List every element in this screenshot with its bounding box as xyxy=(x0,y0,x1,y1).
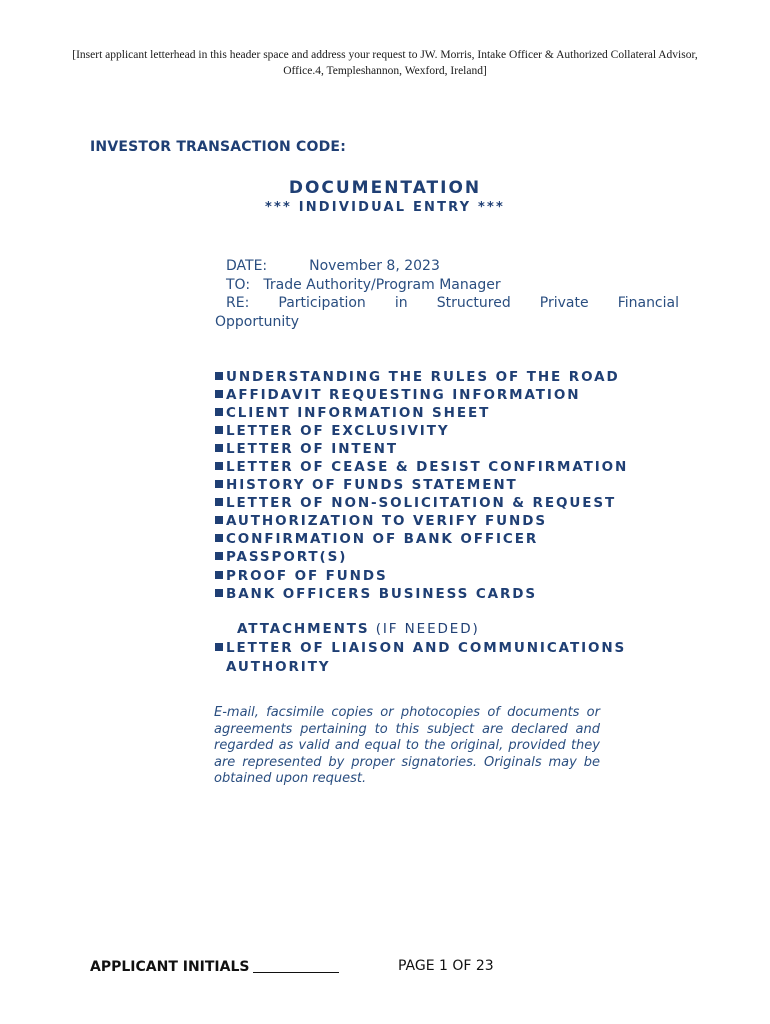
attachment-item-label: LETTER OF LIAISON AND COMMUNICATIONS xyxy=(226,640,627,656)
memo-to-value: Trade Authority/Program Manager xyxy=(263,276,501,293)
required-documents-list xyxy=(215,368,685,603)
list-item xyxy=(215,476,685,494)
memo-re-continuation: Opportunity xyxy=(215,313,300,330)
letterhead-instruction: [Insert applicant letterhead in this header space and address your request to JW. Morris, Intake Officer & Authorized Collateral Advisor, Office.4, Templeshannon, Wexford, Ireland] xyxy=(72,49,698,77)
square-bullet-icon xyxy=(215,589,223,597)
attachments-heading xyxy=(237,620,677,638)
memo-to-row xyxy=(215,276,679,295)
list-item-label: PROOF OF FUNDS xyxy=(226,567,388,584)
attachments-label: ATTACHMENTS xyxy=(237,621,370,637)
transaction-code-label: INVESTOR TRANSACTION CODE: xyxy=(90,139,346,155)
memo-re-word: Financial xyxy=(617,295,679,311)
list-item xyxy=(215,494,685,512)
memo-date-label: DATE: xyxy=(226,258,268,274)
list-item xyxy=(215,585,685,603)
copies-validity-notice: E-mail, facsimile copies or photocopies of documents or agreements pertaining to this subject are declared and regarded as valid and equal to the original, provided they are represented by proper signatories. Originals may be obtained upon request. xyxy=(214,705,600,787)
list-item xyxy=(215,422,685,440)
memo-re-word: Structured xyxy=(436,295,511,311)
square-bullet-icon xyxy=(215,390,223,398)
list-item-label: LETTER OF EXCLUSIVITY xyxy=(226,423,450,440)
list-item-label: LETTER OF CEASE & DESIST CONFIRMATION xyxy=(226,459,629,476)
square-bullet-icon xyxy=(215,643,223,651)
square-bullet-icon xyxy=(215,372,223,380)
square-bullet-icon xyxy=(215,516,223,524)
attachments-qualifier: (IF NEEDED) xyxy=(375,621,480,637)
list-item-label: UNDERSTANDING THE RULES OF THE ROAD xyxy=(226,369,620,385)
attachment-item-line xyxy=(215,639,675,658)
list-item xyxy=(215,458,685,476)
list-item-label: PASSPORT(S) xyxy=(226,549,348,566)
square-bullet-icon xyxy=(215,408,223,416)
list-item-label: BANK OFFICERS BUSINESS CARDS xyxy=(226,585,538,602)
list-item xyxy=(215,368,685,386)
memo-date-row xyxy=(215,257,679,276)
list-item xyxy=(215,567,685,585)
page-number: PAGE 1 OF 23 xyxy=(398,958,494,974)
square-bullet-icon xyxy=(215,444,223,452)
square-bullet-icon xyxy=(215,426,223,434)
list-item-label: LETTER OF INTENT xyxy=(226,441,398,458)
attachment-item xyxy=(215,639,675,676)
list-item xyxy=(215,386,685,404)
list-item xyxy=(215,548,685,566)
list-item-label: AFFIDAVIT REQUESTING INFORMATION xyxy=(226,387,581,404)
document-title-text: DOCUMENTATION xyxy=(288,178,482,198)
square-bullet-icon xyxy=(215,552,223,560)
square-bullet-icon xyxy=(215,571,223,579)
document-title xyxy=(0,178,770,198)
list-item xyxy=(215,512,685,530)
list-item-label: CONFIRMATION OF BANK OFFICER xyxy=(226,531,539,548)
list-item-label: LETTER OF NON-SOLICITATION & REQUEST xyxy=(226,495,617,512)
square-bullet-icon xyxy=(215,498,223,506)
memo-re-word: in xyxy=(394,295,408,311)
memo-re-word: Participation xyxy=(278,295,366,311)
square-bullet-icon xyxy=(215,534,223,542)
list-item xyxy=(215,440,685,458)
memo-block xyxy=(215,257,679,331)
list-item xyxy=(215,530,685,548)
memo-date-value: November 8, 2023 xyxy=(309,258,440,274)
square-bullet-icon xyxy=(215,480,223,488)
document-subtitle: *** INDIVIDUAL ENTRY *** xyxy=(264,200,506,215)
memo-to-label: TO: xyxy=(226,276,251,293)
list-item-label: AUTHORIZATION TO VERIFY FUNDS xyxy=(226,513,547,530)
memo-re-word: Private xyxy=(539,295,589,311)
list-item-label: HISTORY OF FUNDS STATEMENT xyxy=(226,477,518,494)
list-item-label: CLIENT INFORMATION SHEET xyxy=(226,405,491,422)
initials-blank-line[interactable] xyxy=(253,958,339,973)
memo-re-row xyxy=(215,294,679,313)
applicant-initials-label: APPLICANT INITIALS xyxy=(90,959,250,975)
memo-re-label: RE: xyxy=(226,295,250,311)
attachment-item-line: AUTHORITY xyxy=(226,658,331,675)
applicant-initials-field xyxy=(90,958,339,975)
list-item xyxy=(215,404,685,422)
square-bullet-icon xyxy=(215,462,223,470)
